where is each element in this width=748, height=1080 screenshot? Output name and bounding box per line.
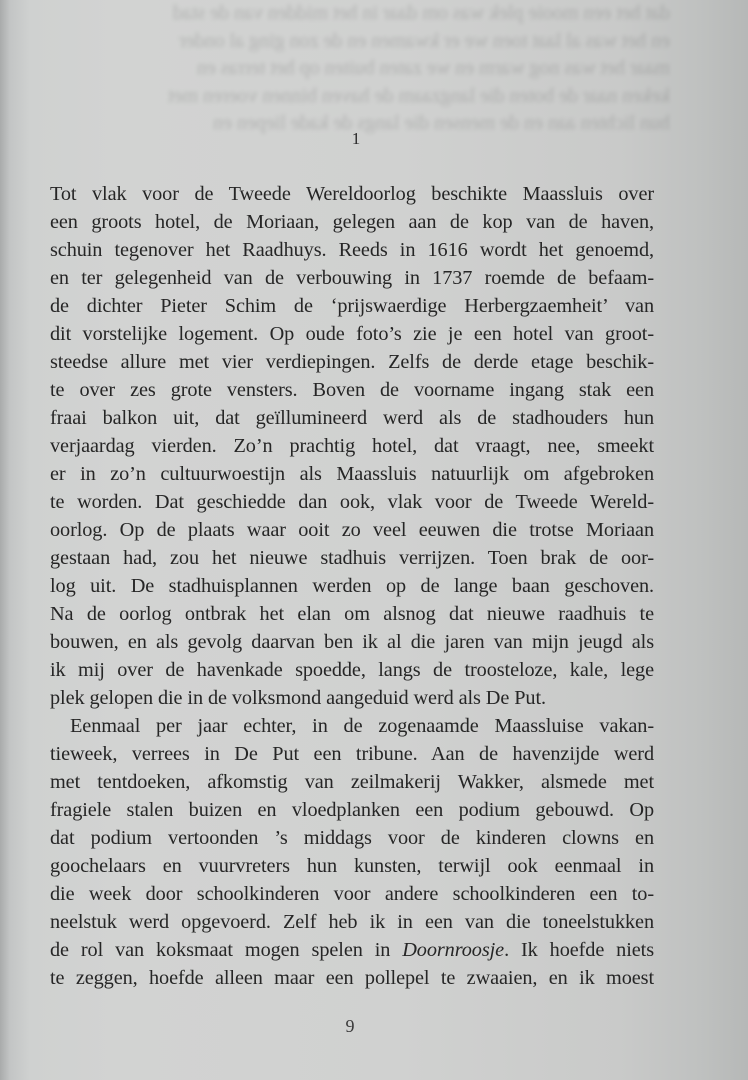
text-line: steedse allure met vier verdiepingen. Zelfs de derde etage beschik-	[50, 351, 654, 373]
text-segment: de rol van koksmaat mogen spelen in	[50, 939, 403, 961]
chapter-number: 1	[351, 129, 361, 148]
text-line: ik mij over de havenkade spoedde, langs de troosteloze, kale, lege	[50, 659, 654, 681]
text-line: oorlog. Op de plaats waar ooit zo veel eeuwen die trotse Moriaan	[50, 519, 654, 541]
text-line: Na de oorlog ontbrak het elan om alsnog dat nieuwe raadhuis te	[50, 603, 654, 625]
text-line: gestaan had, zou het nieuwe stadhuis verrijzen. Toen brak de oor-	[50, 547, 654, 569]
text-line: fraai balkon uit, dat geïllumineerd werd als de stadhouders hun	[50, 407, 654, 429]
text-line: er in zo’n cultuurwoestijn als Maassluis natuurlijk om afgebroken	[50, 463, 654, 485]
text-line: en ter gelegenheid van de verbouwing in 1737 roemde de befaam-	[50, 267, 654, 289]
paragraph-2	[50, 712, 654, 992]
bleed-line: en het was al laat toen we er kwamen en de zon ging al onder	[179, 29, 670, 52]
bleed-line: keken naar de boten die langzaam de haven binnen voeren met	[167, 84, 670, 107]
text-line: te zeggen, hoefde alleen maar een pollepel te zwaaien, en ik moest	[50, 967, 654, 989]
bleed-line: dat het een mooie plek was om daar in het midden van de stad	[172, 2, 670, 24]
text-line: een groots hotel, de Moriaan, gelegen aan de kop van de haven,	[50, 211, 654, 233]
text-line: dat podium vertoonden ’s middags voor de kinderen clowns en	[50, 827, 654, 849]
text-line: met tentdoeken, afkomstig van zeilmakerij Wakker, alsmede met	[50, 771, 654, 793]
text-line: log uit. De stadhuisplannen werden op de lange baan geschoven.	[50, 575, 654, 597]
body-text	[50, 180, 654, 992]
text-segment: . Ik hoefde niets	[504, 939, 654, 961]
text-line: Tot vlak voor de Tweede Wereldoorlog beschikte Maassluis over	[50, 183, 654, 205]
text-line: Eenmaal per jaar echter, in de zogenaamde Maassluise vakan-	[70, 715, 654, 737]
text-line: te worden. Dat geschiedde dan ook, vlak voor de Tweede Wereld-	[50, 491, 654, 513]
text-line: verjaardag vierden. Zo’n prachtig hotel, dat vraagt, nee, smeekt	[50, 435, 654, 457]
text-line: goochelaars en vuurvreters hun kunsten, terwijl ook eenmaal in	[50, 855, 654, 877]
text-line: plek gelopen die in de volksmond aangeduid werd als De Put.	[50, 687, 546, 709]
paragraph-1	[50, 180, 654, 712]
text-line: bouwen, en als gevolg daarvan ben ik al die jaren van mijn jeugd als	[50, 631, 654, 653]
bleed-line: maar het was nog warm en we zaten buiten op het terras en	[196, 57, 670, 79]
text-line: tieweek, verrees in De Put een tribune. Aan de havenzijde werd	[50, 743, 654, 765]
italic-title: Doornroosje	[402, 939, 505, 961]
text-line: de dichter Pieter Schim de ‘prijswaerdige Herbergzaemheit’ van	[50, 295, 654, 317]
text-line: fragiele stalen buizen en vloedplanken een podium gebouwd. Op	[50, 799, 654, 821]
page-number: 9	[345, 1016, 355, 1036]
text-line: schuin tegenover het Raadhuys. Reeds in 1616 wordt het genoemd,	[50, 239, 654, 261]
bleed-line: hun lichten aan en de mensen die langs de kade liepen en	[212, 112, 670, 134]
text-line: neelstuk werd opgevoerd. Zelf heb ik in een van die toneelstukken	[50, 911, 654, 933]
text-line: te over zes grote vensters. Boven de voorname ingang stak een	[50, 379, 654, 401]
text-line: dit vorstelijke logement. Op oude foto’s zie je een hotel van groot-	[50, 323, 654, 345]
text-line-with-italic	[50, 936, 654, 964]
text-line: die week door schoolkinderen voor andere schoolkinderen een to-	[50, 883, 654, 905]
